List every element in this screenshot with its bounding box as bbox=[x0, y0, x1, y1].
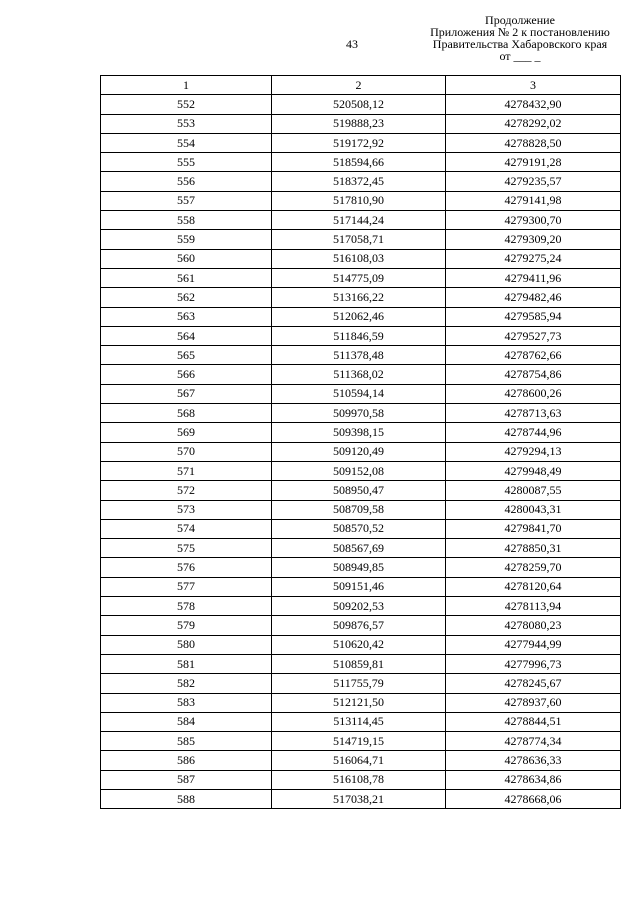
point-number-cell: 574 bbox=[101, 519, 272, 538]
x-coordinate-cell: 511755,79 bbox=[272, 674, 446, 693]
point-number-cell: 556 bbox=[101, 172, 272, 191]
table-row bbox=[101, 346, 621, 365]
header-continuation: Продолжение bbox=[485, 13, 555, 27]
point-number-cell: 588 bbox=[101, 789, 272, 808]
x-coordinate-cell: 509202,53 bbox=[272, 597, 446, 616]
header-date: от ___ _ bbox=[499, 49, 541, 63]
x-coordinate-cell: 519172,92 bbox=[272, 133, 446, 152]
point-number-cell: 577 bbox=[101, 577, 272, 596]
point-number-cell: 583 bbox=[101, 693, 272, 712]
point-number-cell: 560 bbox=[101, 249, 272, 268]
y-coordinate-cell: 4278259,70 bbox=[446, 558, 621, 577]
x-coordinate-cell: 508567,69 bbox=[272, 539, 446, 558]
point-number-cell: 580 bbox=[101, 635, 272, 654]
point-number-cell: 585 bbox=[101, 732, 272, 751]
x-coordinate-cell: 516064,71 bbox=[272, 751, 446, 770]
table-row bbox=[101, 153, 621, 172]
point-number-cell: 562 bbox=[101, 288, 272, 307]
y-coordinate-cell: 4278113,94 bbox=[446, 597, 621, 616]
y-coordinate-cell: 4279948,49 bbox=[446, 461, 621, 480]
x-coordinate-cell: 517810,90 bbox=[272, 191, 446, 210]
header-government: Правительства Хабаровского края bbox=[432, 37, 608, 51]
point-number-cell: 573 bbox=[101, 500, 272, 519]
point-number-cell: 587 bbox=[101, 770, 272, 789]
table-row bbox=[101, 268, 621, 287]
y-coordinate-cell: 4278713,63 bbox=[446, 404, 621, 423]
point-number-cell: 566 bbox=[101, 365, 272, 384]
table-row bbox=[101, 288, 621, 307]
table-row bbox=[101, 172, 621, 191]
x-coordinate-cell: 509151,46 bbox=[272, 577, 446, 596]
x-coordinate-cell: 511378,48 bbox=[272, 346, 446, 365]
column-header-3: 3 bbox=[446, 76, 621, 95]
table-row bbox=[101, 577, 621, 596]
table-body bbox=[101, 95, 621, 809]
y-coordinate-cell: 4278774,34 bbox=[446, 732, 621, 751]
point-number-cell: 584 bbox=[101, 712, 272, 731]
point-number-cell: 559 bbox=[101, 230, 272, 249]
page-number: 43 bbox=[346, 37, 358, 51]
y-coordinate-cell: 4278762,66 bbox=[446, 346, 621, 365]
x-coordinate-cell: 508709,58 bbox=[272, 500, 446, 519]
column-header-1: 1 bbox=[101, 76, 272, 95]
point-number-cell: 557 bbox=[101, 191, 272, 210]
x-coordinate-cell: 519888,23 bbox=[272, 114, 446, 133]
table-row bbox=[101, 326, 621, 345]
point-number-cell: 569 bbox=[101, 423, 272, 442]
table-row bbox=[101, 654, 621, 673]
table-row bbox=[101, 751, 621, 770]
x-coordinate-cell: 510594,14 bbox=[272, 384, 446, 403]
table-row bbox=[101, 597, 621, 616]
table-row bbox=[101, 249, 621, 268]
table-row bbox=[101, 95, 621, 114]
x-coordinate-cell: 508950,47 bbox=[272, 481, 446, 500]
x-coordinate-cell: 517144,24 bbox=[272, 211, 446, 230]
x-coordinate-cell: 514775,09 bbox=[272, 268, 446, 287]
point-number-cell: 586 bbox=[101, 751, 272, 770]
point-number-cell: 563 bbox=[101, 307, 272, 326]
y-coordinate-cell: 4278120,64 bbox=[446, 577, 621, 596]
table-row bbox=[101, 558, 621, 577]
table-row bbox=[101, 230, 621, 249]
table-row bbox=[101, 732, 621, 751]
table-row bbox=[101, 404, 621, 423]
y-coordinate-cell: 4279235,57 bbox=[446, 172, 621, 191]
y-coordinate-cell: 4279294,13 bbox=[446, 442, 621, 461]
y-coordinate-cell: 4279191,28 bbox=[446, 153, 621, 172]
x-coordinate-cell: 518594,66 bbox=[272, 153, 446, 172]
y-coordinate-cell: 4278432,90 bbox=[446, 95, 621, 114]
point-number-cell: 571 bbox=[101, 461, 272, 480]
table-row bbox=[101, 114, 621, 133]
table-row bbox=[101, 307, 621, 326]
y-coordinate-cell: 4277996,73 bbox=[446, 654, 621, 673]
x-coordinate-cell: 510859,81 bbox=[272, 654, 446, 673]
x-coordinate-cell: 511368,02 bbox=[272, 365, 446, 384]
y-coordinate-cell: 4278937,60 bbox=[446, 693, 621, 712]
point-number-cell: 554 bbox=[101, 133, 272, 152]
y-coordinate-cell: 4279309,20 bbox=[446, 230, 621, 249]
y-coordinate-cell: 4278828,50 bbox=[446, 133, 621, 152]
x-coordinate-cell: 517038,21 bbox=[272, 789, 446, 808]
x-coordinate-cell: 512062,46 bbox=[272, 307, 446, 326]
x-coordinate-cell: 509398,15 bbox=[272, 423, 446, 442]
point-number-cell: 570 bbox=[101, 442, 272, 461]
table-row bbox=[101, 635, 621, 654]
coordinates-table bbox=[100, 75, 621, 809]
table-row bbox=[101, 539, 621, 558]
table-row bbox=[101, 133, 621, 152]
table-row bbox=[101, 693, 621, 712]
table-row bbox=[101, 442, 621, 461]
point-number-cell: 568 bbox=[101, 404, 272, 423]
y-coordinate-cell: 4278292,02 bbox=[446, 114, 621, 133]
table-row bbox=[101, 616, 621, 635]
x-coordinate-cell: 509152,08 bbox=[272, 461, 446, 480]
table-row bbox=[101, 481, 621, 500]
table-row bbox=[101, 770, 621, 789]
y-coordinate-cell: 4279482,46 bbox=[446, 288, 621, 307]
y-coordinate-cell: 4278744,96 bbox=[446, 423, 621, 442]
table-row bbox=[101, 674, 621, 693]
point-number-cell: 579 bbox=[101, 616, 272, 635]
point-number-cell: 561 bbox=[101, 268, 272, 287]
table-row bbox=[101, 211, 621, 230]
x-coordinate-cell: 516108,03 bbox=[272, 249, 446, 268]
x-coordinate-cell: 516108,78 bbox=[272, 770, 446, 789]
x-coordinate-cell: 513114,45 bbox=[272, 712, 446, 731]
y-coordinate-cell: 4277944,99 bbox=[446, 635, 621, 654]
y-coordinate-cell: 4278850,31 bbox=[446, 539, 621, 558]
y-coordinate-cell: 4279585,94 bbox=[446, 307, 621, 326]
y-coordinate-cell: 4280043,31 bbox=[446, 500, 621, 519]
header-appendix-ref: Приложения № 2 к постановлению bbox=[430, 25, 610, 39]
x-coordinate-cell: 508949,85 bbox=[272, 558, 446, 577]
x-coordinate-cell: 509120,49 bbox=[272, 442, 446, 461]
y-coordinate-cell: 4278636,33 bbox=[446, 751, 621, 770]
y-coordinate-cell: 4279300,70 bbox=[446, 211, 621, 230]
y-coordinate-cell: 4279275,24 bbox=[446, 249, 621, 268]
x-coordinate-cell: 514719,15 bbox=[272, 732, 446, 751]
y-coordinate-cell: 4279841,70 bbox=[446, 519, 621, 538]
point-number-cell: 576 bbox=[101, 558, 272, 577]
y-coordinate-cell: 4279527,73 bbox=[446, 326, 621, 345]
table-row bbox=[101, 423, 621, 442]
table-row bbox=[101, 461, 621, 480]
table-row bbox=[101, 384, 621, 403]
table-row bbox=[101, 712, 621, 731]
x-coordinate-cell: 512121,50 bbox=[272, 693, 446, 712]
point-number-cell: 565 bbox=[101, 346, 272, 365]
table-row bbox=[101, 519, 621, 538]
point-number-cell: 582 bbox=[101, 674, 272, 693]
y-coordinate-cell: 4278754,86 bbox=[446, 365, 621, 384]
point-number-cell: 558 bbox=[101, 211, 272, 230]
x-coordinate-cell: 513166,22 bbox=[272, 288, 446, 307]
point-number-cell: 552 bbox=[101, 95, 272, 114]
point-number-cell: 578 bbox=[101, 597, 272, 616]
point-number-cell: 575 bbox=[101, 539, 272, 558]
point-number-cell: 572 bbox=[101, 481, 272, 500]
table-header-row bbox=[101, 76, 621, 95]
y-coordinate-cell: 4279411,96 bbox=[446, 268, 621, 287]
document-header bbox=[420, 14, 620, 62]
point-number-cell: 581 bbox=[101, 654, 272, 673]
y-coordinate-cell: 4278844,51 bbox=[446, 712, 621, 731]
table-row bbox=[101, 789, 621, 808]
x-coordinate-cell: 517058,71 bbox=[272, 230, 446, 249]
x-coordinate-cell: 509876,57 bbox=[272, 616, 446, 635]
y-coordinate-cell: 4278634,86 bbox=[446, 770, 621, 789]
point-number-cell: 555 bbox=[101, 153, 272, 172]
y-coordinate-cell: 4278080,23 bbox=[446, 616, 621, 635]
point-number-cell: 564 bbox=[101, 326, 272, 345]
x-coordinate-cell: 508570,52 bbox=[272, 519, 446, 538]
y-coordinate-cell: 4280087,55 bbox=[446, 481, 621, 500]
y-coordinate-cell: 4279141,98 bbox=[446, 191, 621, 210]
y-coordinate-cell: 4278245,67 bbox=[446, 674, 621, 693]
x-coordinate-cell: 518372,45 bbox=[272, 172, 446, 191]
table-row bbox=[101, 500, 621, 519]
column-header-2: 2 bbox=[272, 76, 446, 95]
table-row bbox=[101, 191, 621, 210]
point-number-cell: 553 bbox=[101, 114, 272, 133]
point-number-cell: 567 bbox=[101, 384, 272, 403]
y-coordinate-cell: 4278668,06 bbox=[446, 789, 621, 808]
x-coordinate-cell: 511846,59 bbox=[272, 326, 446, 345]
x-coordinate-cell: 509970,58 bbox=[272, 404, 446, 423]
table-row bbox=[101, 365, 621, 384]
x-coordinate-cell: 510620,42 bbox=[272, 635, 446, 654]
y-coordinate-cell: 4278600,26 bbox=[446, 384, 621, 403]
x-coordinate-cell: 520508,12 bbox=[272, 95, 446, 114]
